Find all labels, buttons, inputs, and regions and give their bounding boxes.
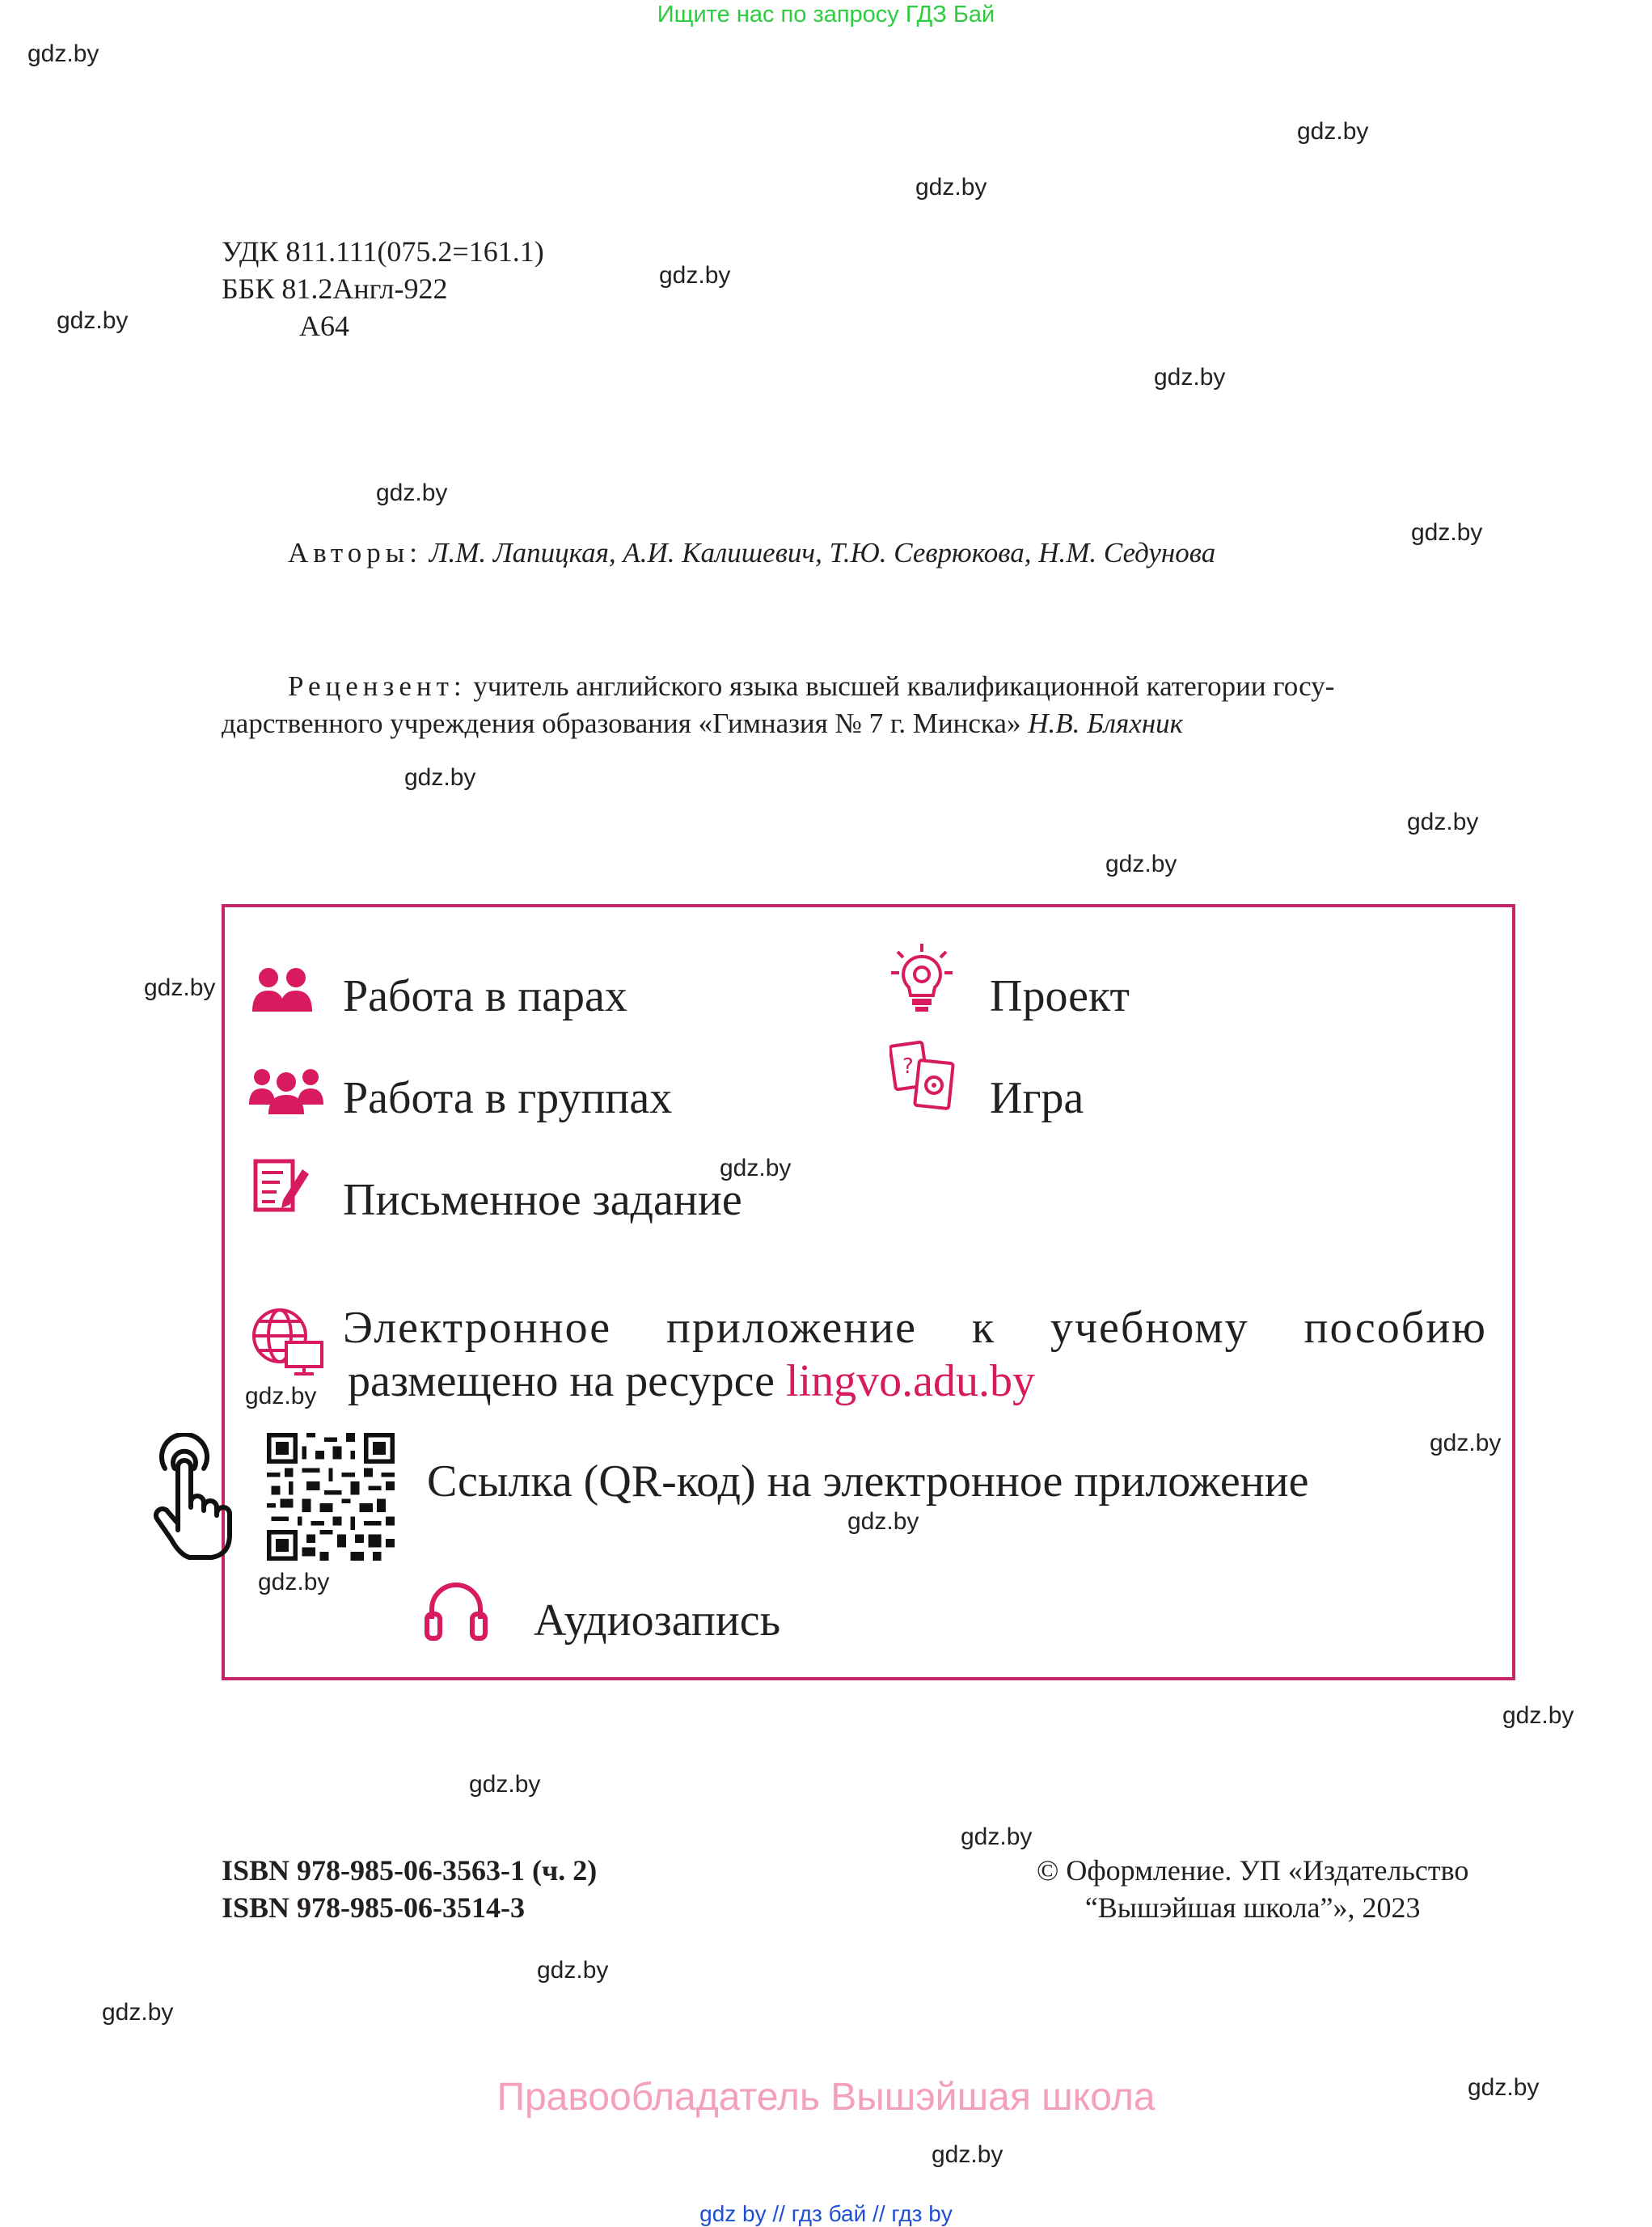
- legend-written: Письменное задание: [343, 1175, 742, 1225]
- legend-qr-link: Ссылка (QR-код) на электронное приложение: [427, 1456, 1309, 1506]
- isbn-part: ISBN 978-985-06-3563-1 (ч. 2): [222, 1854, 598, 1887]
- watermark: gdz.by: [245, 1383, 317, 1409]
- authors-line: [288, 537, 1215, 569]
- header-banner: Ищите нас по запросу ГДЗ Бай: [657, 2, 995, 27]
- authors-names: Л.М. Лапицкая, А.И. Калишевич, Т.Ю. Севрюкова, Н.М. Седунова: [429, 537, 1216, 568]
- globe-monitor-icon: [251, 1307, 325, 1376]
- watermark: gdz.by: [258, 1569, 330, 1595]
- legend-electronic-text: Электронное приложение к учебному пособию: [343, 1303, 1487, 1353]
- legend-audio: Аудиозапись: [534, 1595, 781, 1646]
- isbn-full: ISBN 978-985-06-3514-3: [222, 1891, 525, 1924]
- legend-game: Игра: [990, 1073, 1084, 1123]
- reviewer-line1: учитель английского языка высшей квалификационной категории госу-: [473, 670, 1335, 702]
- written-task-icon: [252, 1158, 311, 1216]
- watermark: gdz.by: [1154, 364, 1226, 391]
- pointer-hand-icon: [150, 1433, 234, 1562]
- rights-holder: Правообладатель Вышэйшая школа: [496, 2076, 1156, 2119]
- copyright-line2: “Вышэйшая школа”», 2023: [1084, 1891, 1421, 1924]
- watermark: gdz.by: [404, 764, 476, 791]
- watermark: gdz.by: [932, 2141, 1003, 2168]
- headphones-icon: [424, 1577, 488, 1642]
- watermark: gdz.by: [961, 1823, 1033, 1850]
- udk-code: УДК 811.111(075.2=161.1): [222, 235, 544, 268]
- legend-electronic-prefix: размещено на ресурсе: [348, 1356, 775, 1406]
- watermark: gdz.by: [720, 1155, 792, 1181]
- legend-pairs: Работа в парах: [343, 971, 627, 1021]
- copyright-block: [1037, 1852, 1468, 1926]
- legend-project: Проект: [990, 971, 1130, 1021]
- reviewer-label: Рецензент:: [288, 670, 467, 702]
- footer-links[interactable]: gdz by // гдз бай // гдз by: [699, 2201, 953, 2226]
- watermark: gdz.by: [376, 480, 448, 506]
- catalog-block: [222, 233, 544, 344]
- bbk-code: ББК 81.2Англ-922: [222, 273, 448, 305]
- reviewer-block: [222, 668, 1334, 742]
- watermark: gdz.by: [659, 262, 731, 289]
- watermark: gdz.by: [1430, 1430, 1502, 1456]
- qr-code[interactable]: [267, 1433, 395, 1561]
- watermark: gdz.by: [915, 174, 987, 201]
- legend-electronic-line2: [348, 1355, 1035, 1407]
- reviewer-line2: дарственного учреждения образования «Гимназия № 7 г. Минска»: [222, 708, 1021, 739]
- reviewer-name: Н.В. Бляхник: [1028, 708, 1184, 739]
- legend-electronic-line1: [343, 1302, 1491, 1354]
- watermark: gdz.by: [1411, 519, 1483, 546]
- legend-groups: Работа в группах: [343, 1073, 673, 1123]
- svg-text:?: ?: [902, 1054, 914, 1079]
- lingvo-link[interactable]: lingvo.adu.by: [786, 1356, 1035, 1406]
- pair-work-icon: [251, 966, 315, 1015]
- watermark: gdz.by: [847, 1508, 919, 1535]
- watermark: gdz.by: [537, 1957, 609, 1984]
- group-work-icon: [249, 1066, 323, 1116]
- game-cards-icon: [889, 1039, 957, 1112]
- watermark: gdz.by: [144, 974, 216, 1001]
- watermark: gdz.by: [57, 307, 129, 334]
- watermark: gdz.by: [469, 1771, 541, 1798]
- copyright-line1: © Оформление. УП «Издательство: [1037, 1854, 1469, 1887]
- watermark: gdz.by: [27, 40, 99, 67]
- watermark: gdz.by: [1105, 851, 1177, 877]
- watermark: gdz.by: [1502, 1702, 1574, 1729]
- watermark: gdz.by: [1407, 809, 1479, 835]
- isbn-block: [222, 1852, 597, 1926]
- watermark: gdz.by: [102, 1999, 174, 2026]
- author-mark: А64: [299, 310, 349, 342]
- watermark: gdz.by: [1297, 118, 1369, 145]
- watermark: gdz.by: [1468, 2074, 1540, 2101]
- project-lightbulb-icon: [889, 942, 954, 1015]
- authors-label: Авторы:: [288, 537, 423, 568]
